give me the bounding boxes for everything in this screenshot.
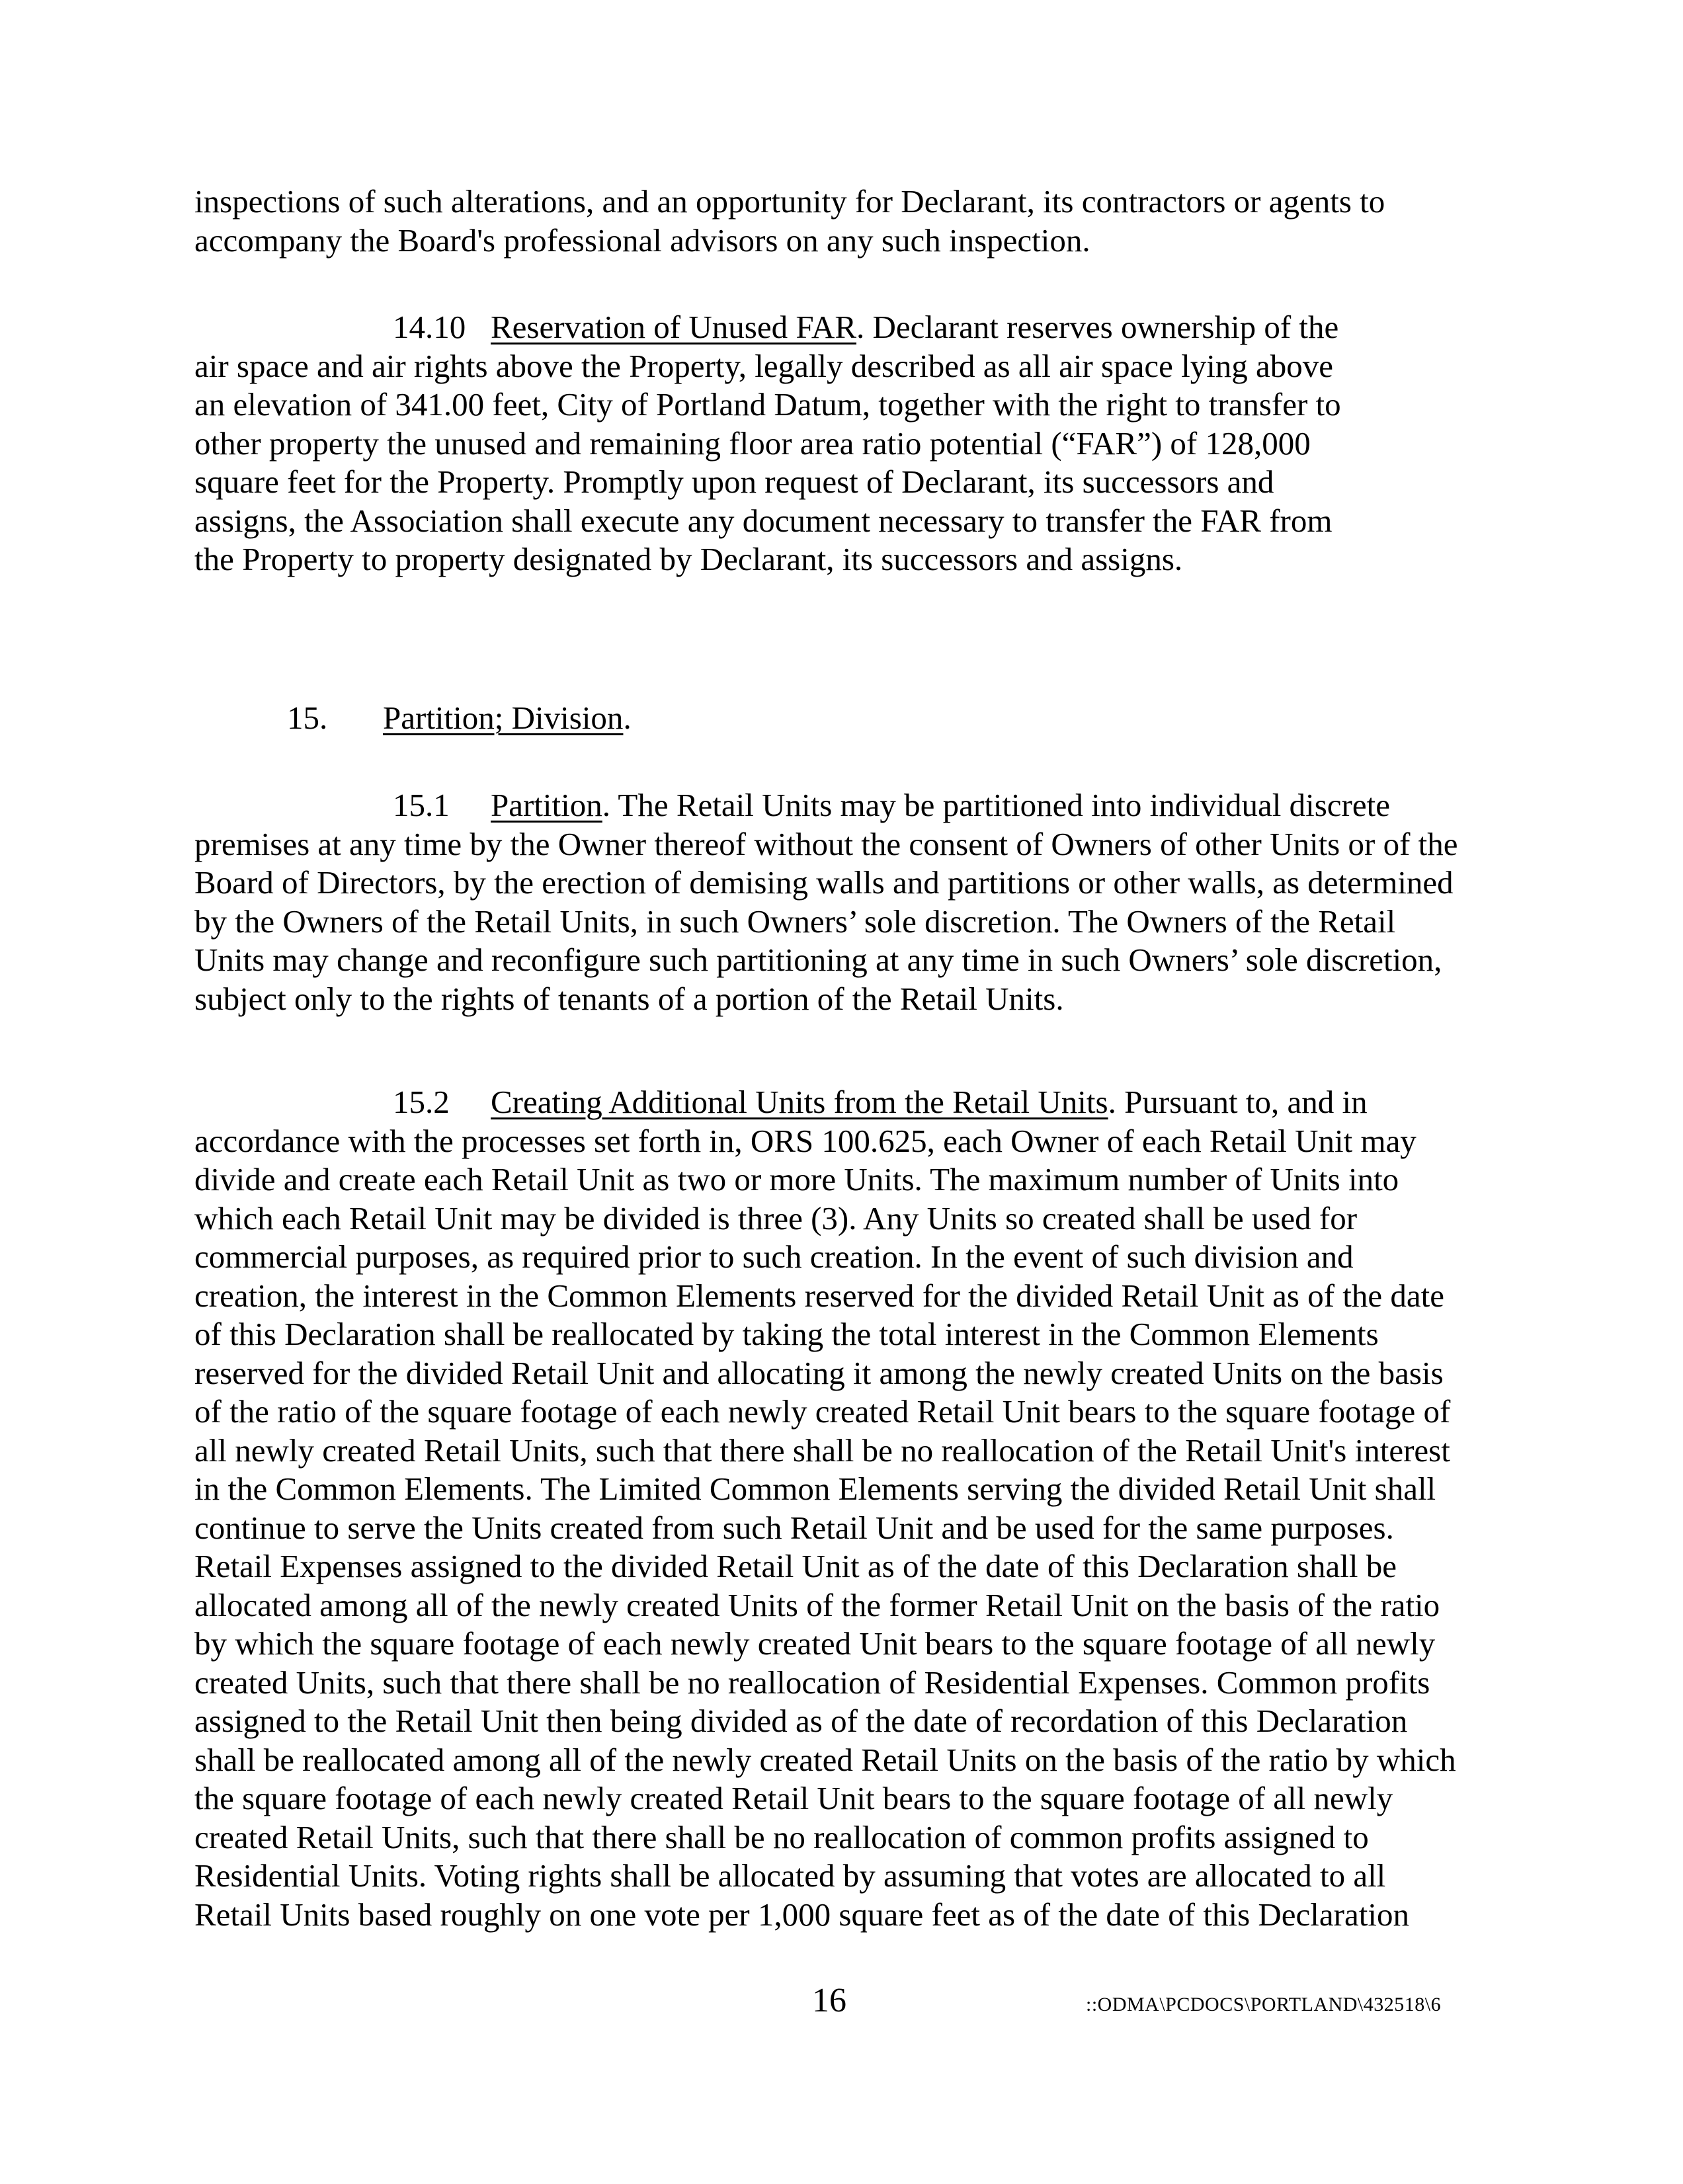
section-heading-line bbox=[194, 308, 1484, 347]
paragraph-continuation bbox=[194, 182, 1484, 260]
text-line: by the Owners of the Retail Units, in such Owners’ sole discretion. The Owners of the Retail bbox=[194, 903, 1396, 940]
text-line: divide and create each Retail Unit as two or more Units. The maximum number of Units into bbox=[194, 1161, 1399, 1197]
text-line: created Units, such that there shall be no reallocation of Residential Expenses. Common profits bbox=[194, 1664, 1430, 1701]
section-heading: Partition; Division bbox=[383, 700, 624, 736]
text-line: square feet for the Property. Promptly upon request of Declarant, its successors and bbox=[194, 464, 1274, 500]
text-line: an elevation of 341.00 feet, City of Portland Datum, together with the right to transfer to bbox=[194, 386, 1341, 423]
text-line: all newly created Retail Units, such that there shall be no reallocation of the Retail Unit's interest bbox=[194, 1432, 1450, 1469]
section-number: 15.1 bbox=[393, 787, 450, 823]
text-line: the square footage of each newly created Retail Unit bears to the square footage of all newly bbox=[194, 1780, 1393, 1816]
text-line: Retail Expenses assigned to the divided Retail Unit as of the date of this Declaration shall be bbox=[194, 1548, 1397, 1584]
section-heading-line bbox=[194, 699, 1484, 738]
section-15-1 bbox=[194, 786, 1484, 1018]
text-line: assigns, the Association shall execute any document necessary to transfer the FAR from bbox=[194, 502, 1333, 539]
section-heading: Partition bbox=[491, 787, 602, 823]
text-line: other property the unused and remaining floor area ratio potential (“FAR”) of 128,000 bbox=[194, 425, 1311, 462]
text-line: of this Declaration shall be reallocated by taking the total interest in the Common Elements bbox=[194, 1316, 1379, 1352]
text-line: shall be reallocated among all of the newly created Retail Units on the basis of the ratio by which bbox=[194, 1741, 1456, 1778]
text-line: accordance with the processes set forth in, ORS 100.625, each Owner of each Retail Unit may bbox=[194, 1122, 1416, 1159]
section-number: 15. bbox=[287, 700, 328, 736]
text-line: subject only to the rights of tenants of a portion of the Retail Units. bbox=[194, 980, 1064, 1017]
text-line: by which the square footage of each newly created Unit bears to the square footage of all newly bbox=[194, 1625, 1436, 1662]
text-line: air space and air rights above the Property, legally described as all air space lying above bbox=[194, 347, 1334, 384]
text-line: commercial purposes, as required prior to such creation. In the event of such division and bbox=[194, 1238, 1354, 1275]
section-heading-line bbox=[194, 786, 1484, 825]
text-line: Units may change and reconfigure such partitioning at any time in such Owners’ sole discretion, bbox=[194, 942, 1442, 978]
text-fragment: . bbox=[623, 700, 632, 736]
text-line: allocated among all of the newly created Units of the former Retail Unit on the basis of the ratio bbox=[194, 1586, 1440, 1623]
text-line: which each Retail Unit may be divided is three (3). Any Units so created shall be used for bbox=[194, 1199, 1358, 1236]
section-15-2 bbox=[194, 1083, 1484, 1934]
text-line: created Retail Units, such that there shall be no reallocation of common profits assigned to bbox=[194, 1818, 1369, 1855]
text-line: continue to serve the Units created from such Retail Unit and be used for the same purposes. bbox=[194, 1509, 1394, 1546]
section-15 bbox=[194, 699, 1484, 738]
text-line: Residential Units. Voting rights shall be allocated by assuming that votes are allocated to all bbox=[194, 1857, 1386, 1894]
section-number: 14.10 bbox=[393, 309, 466, 345]
text-line: premises at any time by the Owner thereof without the consent of Owners of other Units or of the bbox=[194, 825, 1458, 862]
page-number: 16 bbox=[812, 1982, 846, 2019]
section-heading: Reservation of Unused FAR bbox=[491, 309, 856, 345]
text-line: of the ratio of the square footage of each newly created Retail Unit bears to the square footage of bbox=[194, 1393, 1451, 1430]
text-line: accompany the Board's professional advisors on any such inspection. bbox=[194, 222, 1090, 259]
section-14-10 bbox=[194, 308, 1484, 579]
text-fragment: . Declarant reserves ownership of the bbox=[856, 309, 1339, 345]
section-heading-line bbox=[194, 1083, 1484, 1122]
text-line: Retail Units based roughly on one vote per 1,000 square feet as of the date of this Declaration bbox=[194, 1896, 1409, 1933]
text-fragment: . Pursuant to, and in bbox=[1108, 1084, 1368, 1120]
text-line: inspections of such alterations, and an opportunity for Declarant, its contractors or agents to bbox=[194, 183, 1385, 220]
section-number: 15.2 bbox=[393, 1084, 450, 1120]
text-fragment: . The Retail Units may be partitioned into individual discrete bbox=[602, 787, 1390, 823]
text-line: creation, the interest in the Common Elements reserved for the divided Retail Unit as of the date bbox=[194, 1277, 1445, 1314]
text-line: Board of Directors, by the erection of demising walls and partitions or other walls, as determined bbox=[194, 864, 1454, 901]
text-line: the Property to property designated by Declarant, its successors and assigns. bbox=[194, 541, 1183, 577]
section-heading: Creating Additional Units from the Retail Units bbox=[491, 1084, 1108, 1120]
text-line: assigned to the Retail Unit then being divided as of the date of recordation of this Declaration bbox=[194, 1703, 1408, 1739]
document-id: ::ODMA\PCDOCS\PORTLAND\432518\6 bbox=[1086, 1994, 1442, 2015]
text-line: reserved for the divided Retail Unit and allocating it among the newly created Units on the basis bbox=[194, 1354, 1444, 1391]
text-line: in the Common Elements. The Limited Common Elements serving the divided Retail Unit shall bbox=[194, 1471, 1436, 1507]
